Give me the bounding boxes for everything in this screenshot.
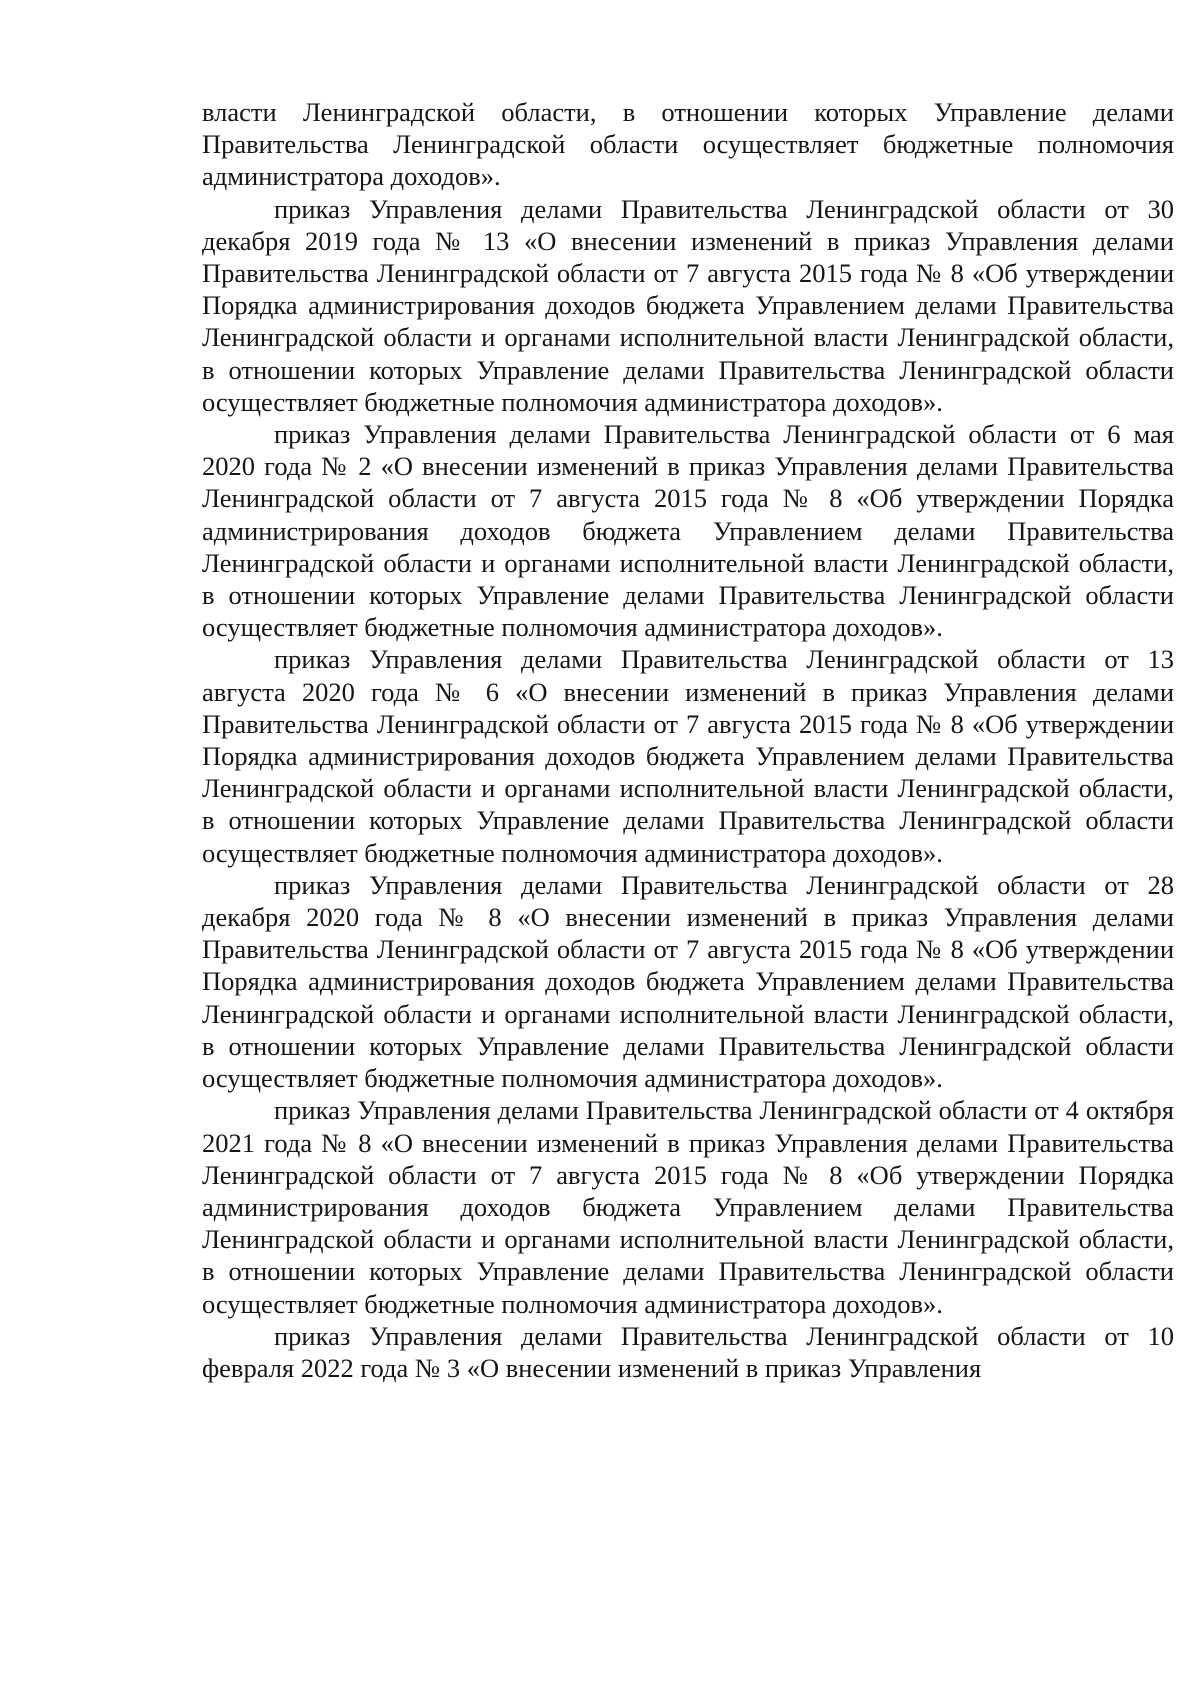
paragraph-order-2021-10-04: приказ Управления делами Правительства Ленинградской области от 4 октября 2021 года № 8 «О внесении изменений в приказ Управления делами Правительства Ленинградской области от 7 августа 2015 года № 8 «Об утверждении Порядка администрирования доходов бюджета Управлением делами Правительства Ленинградской области и органами исполнительной власти Ленинградской области, в отношении которых Управление делами Правительства Ленинградской области осуществляет бюджетные полномочия администратора доходов».	[202, 1095, 1174, 1319]
paragraph-order-2020-12-28: приказ Управления делами Правительства Ленинградской области от 28 декабря 2020 года № 8 «О внесении изменений в приказ Управления делами Правительства Ленинградской области от 7 августа 2015 года № 8 «Об утверждении Порядка администрирования доходов бюджета Управлением делами Правительства Ленинградской области и органами исполнительной власти Ленинградской области, в отношении которых Управление делами Правительства Ленинградской области осуществляет бюджетные полномочия администратора доходов».	[202, 869, 1174, 1094]
paragraph-continuation: власти Ленинградской области, в отношении которых Управление делами Правительства Ленинградской области осуществляет бюджетные полномочия администратора доходов».	[202, 97, 1174, 192]
document-page	[202, 96, 1174, 1384]
paragraph-order-2020-08-13: приказ Управления делами Правительства Ленинградской области от 13 августа 2020 года № 6 «О внесении изменений в приказ Управления делами Правительства Ленинградской области от 7 августа 2015 года № 8 «Об утверждении Порядка администрирования доходов бюджета Управлением делами Правительства Ленинградской области и органами исполнительной власти Ленинградской области, в отношении которых Управление делами Правительства Ленинградской области осуществляет бюджетные полномочия администратора доходов».	[202, 644, 1174, 868]
paragraph-order-2022-02-10: приказ Управления делами Правительства Ленинградской области от 10 февраля 2022 года № 3 «О внесении изменений в приказ Управления	[202, 1320, 1174, 1383]
paragraph-order-2019-12-30: приказ Управления делами Правительства Ленинградской области от 30 декабря 2019 года № 13 «О внесении изменений в приказ Управления делами Правительства Ленинградской области от 7 августа 2015 года № 8 «Об утверждении Порядка администрирования доходов бюджета Управлением делами Правительства Ленинградской области и органами исполнительной власти Ленинградской области, в отношении которых Управление делами Правительства Ленинградской области осуществляет бюджетные полномочия администратора доходов».	[202, 193, 1174, 417]
paragraph-order-2020-05-06: приказ Управления делами Правительства Ленинградской области от 6 мая 2020 года № 2 «О внесении изменений в приказ Управления делами Правительства Ленинградской области от 7 августа 2015 года № 8 «Об утверждении Порядка администрирования доходов бюджета Управлением делами Правительства Ленинградской области и органами исполнительной власти Ленинградской области, в отношении которых Управление делами Правительства Ленинградской области осуществляет бюджетные полномочия администратора доходов».	[202, 419, 1174, 643]
